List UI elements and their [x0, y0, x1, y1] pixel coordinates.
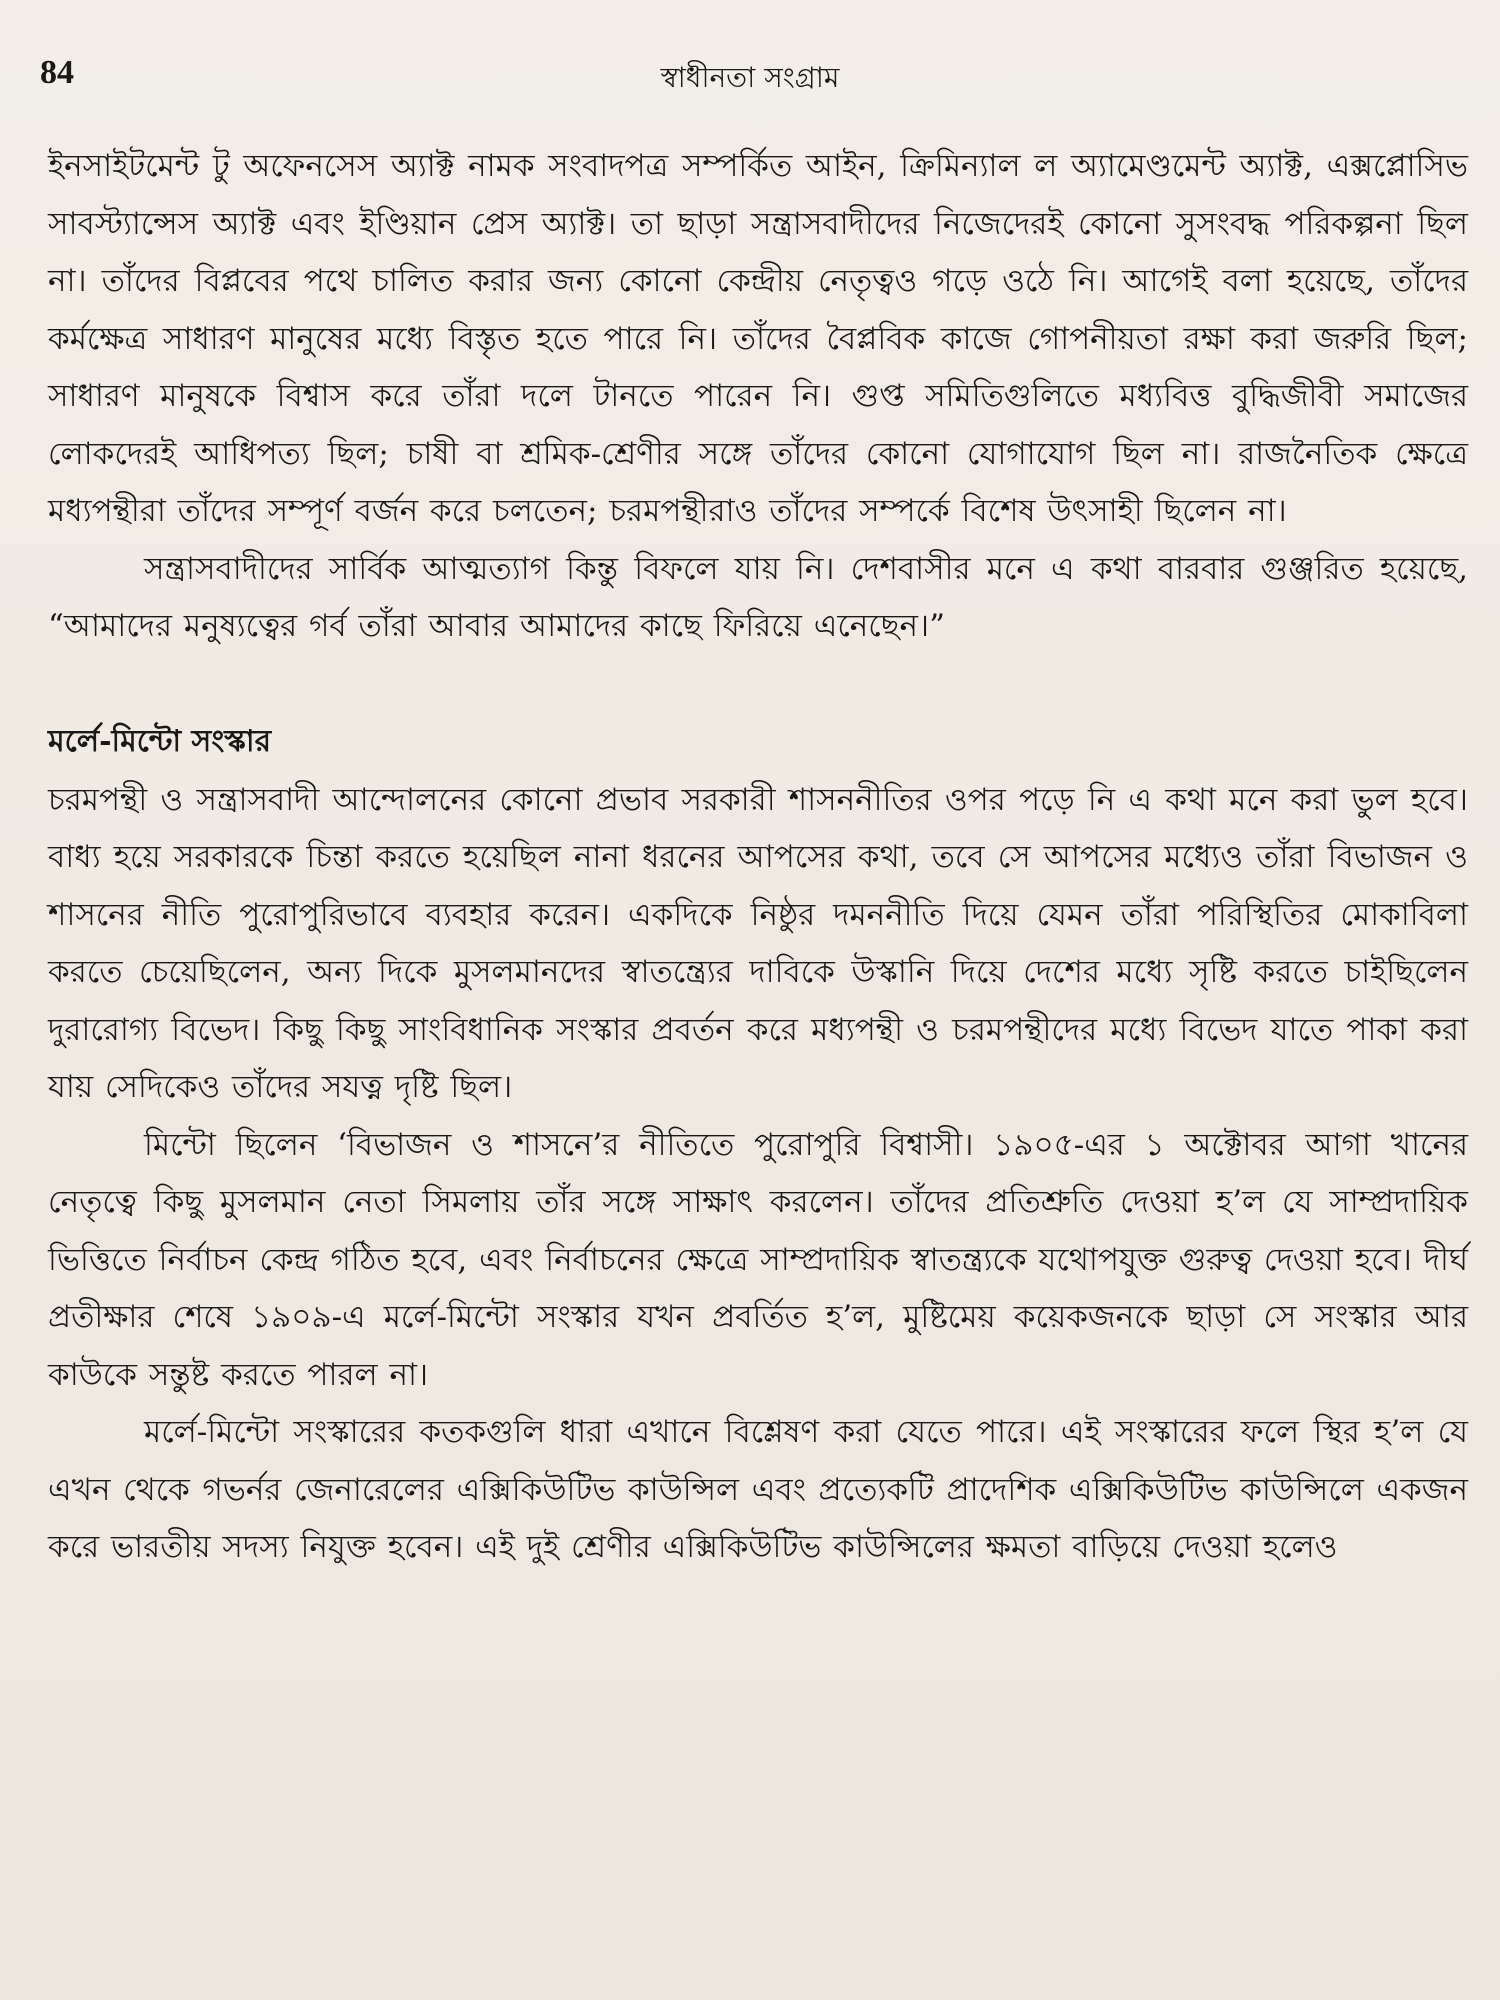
page-body	[48, 138, 1468, 1577]
paragraph: সন্ত্রাসবাদীদের সার্বিক আত্মত্যাগ কিন্তু বিফলে যায় নি। দেশবাসীর মনে এ কথা বারবার গুঞ্জরিত হয়েছে, “আমাদের মনুষ্যত্বের গর্ব তাঁরা আবার আমাদের কাছে ফিরিয়ে এনেছেন।”	[48, 550, 1468, 644]
running-head	[40, 50, 1460, 110]
page-number: 84	[40, 54, 74, 91]
paragraph: চরমপন্থী ও সন্ত্রাসবাদী আন্দোলনের কোনো প্রভাব সরকারী শাসননীতির ওপর পড়ে নি এ কথা মনে করা ভুল হবে। বাধ্য হয়ে সরকারকে চিন্তা করতে হয়েছিল নানা ধরনের আপসের কথা, তবে সে আপসের মধ্যেও তাঁরা বিভাজন ও শাসনের নীতি পুরোপুরিভাবে ব্যবহার করেন। একদিকে নিষ্ঠুর দমননীতি দিয়ে যেমন তাঁরা পরিস্থিতির মোকাবিলা করতে চেয়েছিলেন, অন্য দিকে মুসলমানদের স্বাতন্ত্র্যের দাবিকে উস্কানি দিয়ে দেশের মধ্যে সৃষ্টি করতে চাইছিলেন দুরারোগ্য বিভেদ। কিছু কিছু সাংবিধানিক সংস্কার প্রবর্তন করে মধ্যপন্থী ও চরমপন্থীদের মধ্যে বিভেদ যাতে পাকা করা যায় সেদিকেও তাঁদের সযত্ন দৃষ্টি ছিল।	[48, 781, 1468, 1105]
paragraph: মিন্টো ছিলেন ‘বিভাজন ও শাসনে’র নীতিতে পুরোপুরি বিশ্বাসী। ১৯০৫-এর ১ অক্টোবর আগা খানের নেতৃত্বে কিছু মুসলমান নেতা সিমলায় তাঁর সঙ্গে সাক্ষাৎ করলেন। তাঁদের প্রতিশ্রুতি দেওয়া হ’ল যে সাম্প্রদায়িক ভিত্তিতে নির্বাচন কেন্দ্র গঠিত হবে, এবং নির্বাচনের ক্ষেত্রে সাম্প্রদায়িক স্বাতন্ত্র্যকে যথোপযুক্ত গুরুত্ব দেওয়া হবে। দীর্ঘ প্রতীক্ষার শেষে ১৯০৯-এ মর্লে-মিন্টো সংস্কার যখন প্রবর্তিত হ’ল, মুষ্টিমেয় কয়েকজনকে ছাড়া সে সংস্কার আর কাউকে সন্তুষ্ট করতে পারল না।	[48, 1126, 1468, 1393]
section-heading: মর্লে-মিন্টো সংস্কার	[48, 723, 272, 759]
paragraph: ইনসাইটমেন্ট টু অফেনসেস অ্যাক্ট নামক সংবাদপত্র সম্পর্কিত আইন, ক্রিমিন্যাল ল অ্যামেণ্ডমেন্ট অ্যাক্ট, এক্সপ্লোসিভ সাবস্ট্যান্সেস অ্যাক্ট এবং ইণ্ডিয়ান প্রেস অ্যাক্ট। তা ছাড়া সন্ত্রাসবাদীদের নিজেদেরই কোনো সুসংবদ্ধ পরিকল্পনা ছিল না। তাঁদের বিপ্লবের পথে চালিত করার জন্য কোনো কেন্দ্রীয় নেতৃত্বও গড়ে ওঠে নি। আগেই বলা হয়েছে, তাঁদের কর্মক্ষেত্র সাধারণ মানুষের মধ্যে বিস্তৃত হতে পারে নি। তাঁদের বৈপ্লবিক কাজে গোপনীয়তা রক্ষা করা জরুরি ছিল; সাধারণ মানুষকে বিশ্বাস করে তাঁরা দলে টানতে পারেন নি। গুপ্ত সমিতিগুলিতে মধ্যবিত্ত বুদ্ধিজীবী সমাজের লোকদেরই আধিপত্য ছিল; চাষী বা শ্রমিক-শ্রেণীর সঙ্গে তাঁদের কোনো যোগাযোগ ছিল না। রাজনৈতিক ক্ষেত্রে মধ্যপন্থীরা তাঁদের সম্পূর্ণ বর্জন করে চলতেন; চরমপন্থীরাও তাঁদের সম্পর্কে বিশেষ উৎসাহী ছিলেন না।	[48, 148, 1468, 529]
paragraph: মর্লে-মিন্টো সংস্কারের কতকগুলি ধারা এখানে বিশ্লেষণ করা যেতে পারে। এই সংস্কারের ফলে স্থির হ’ল যে এখন থেকে গভর্নর জেনারেলের এক্সিকিউটিভ কাউন্সিল এবং প্রত্যেকটি প্রাদেশিক এক্সিকিউটিভ কাউন্সিলে একজন করে ভারতীয় সদস্য নিযুক্ত হবেন। এই দুই শ্রেণীর এক্সিকিউটিভ কাউন্সিলের ক্ষমতা বাড়িয়ে দেওয়া হলেও	[48, 1414, 1469, 1565]
running-title: স্বাধীনতা সংগ্রাম	[660, 61, 840, 94]
